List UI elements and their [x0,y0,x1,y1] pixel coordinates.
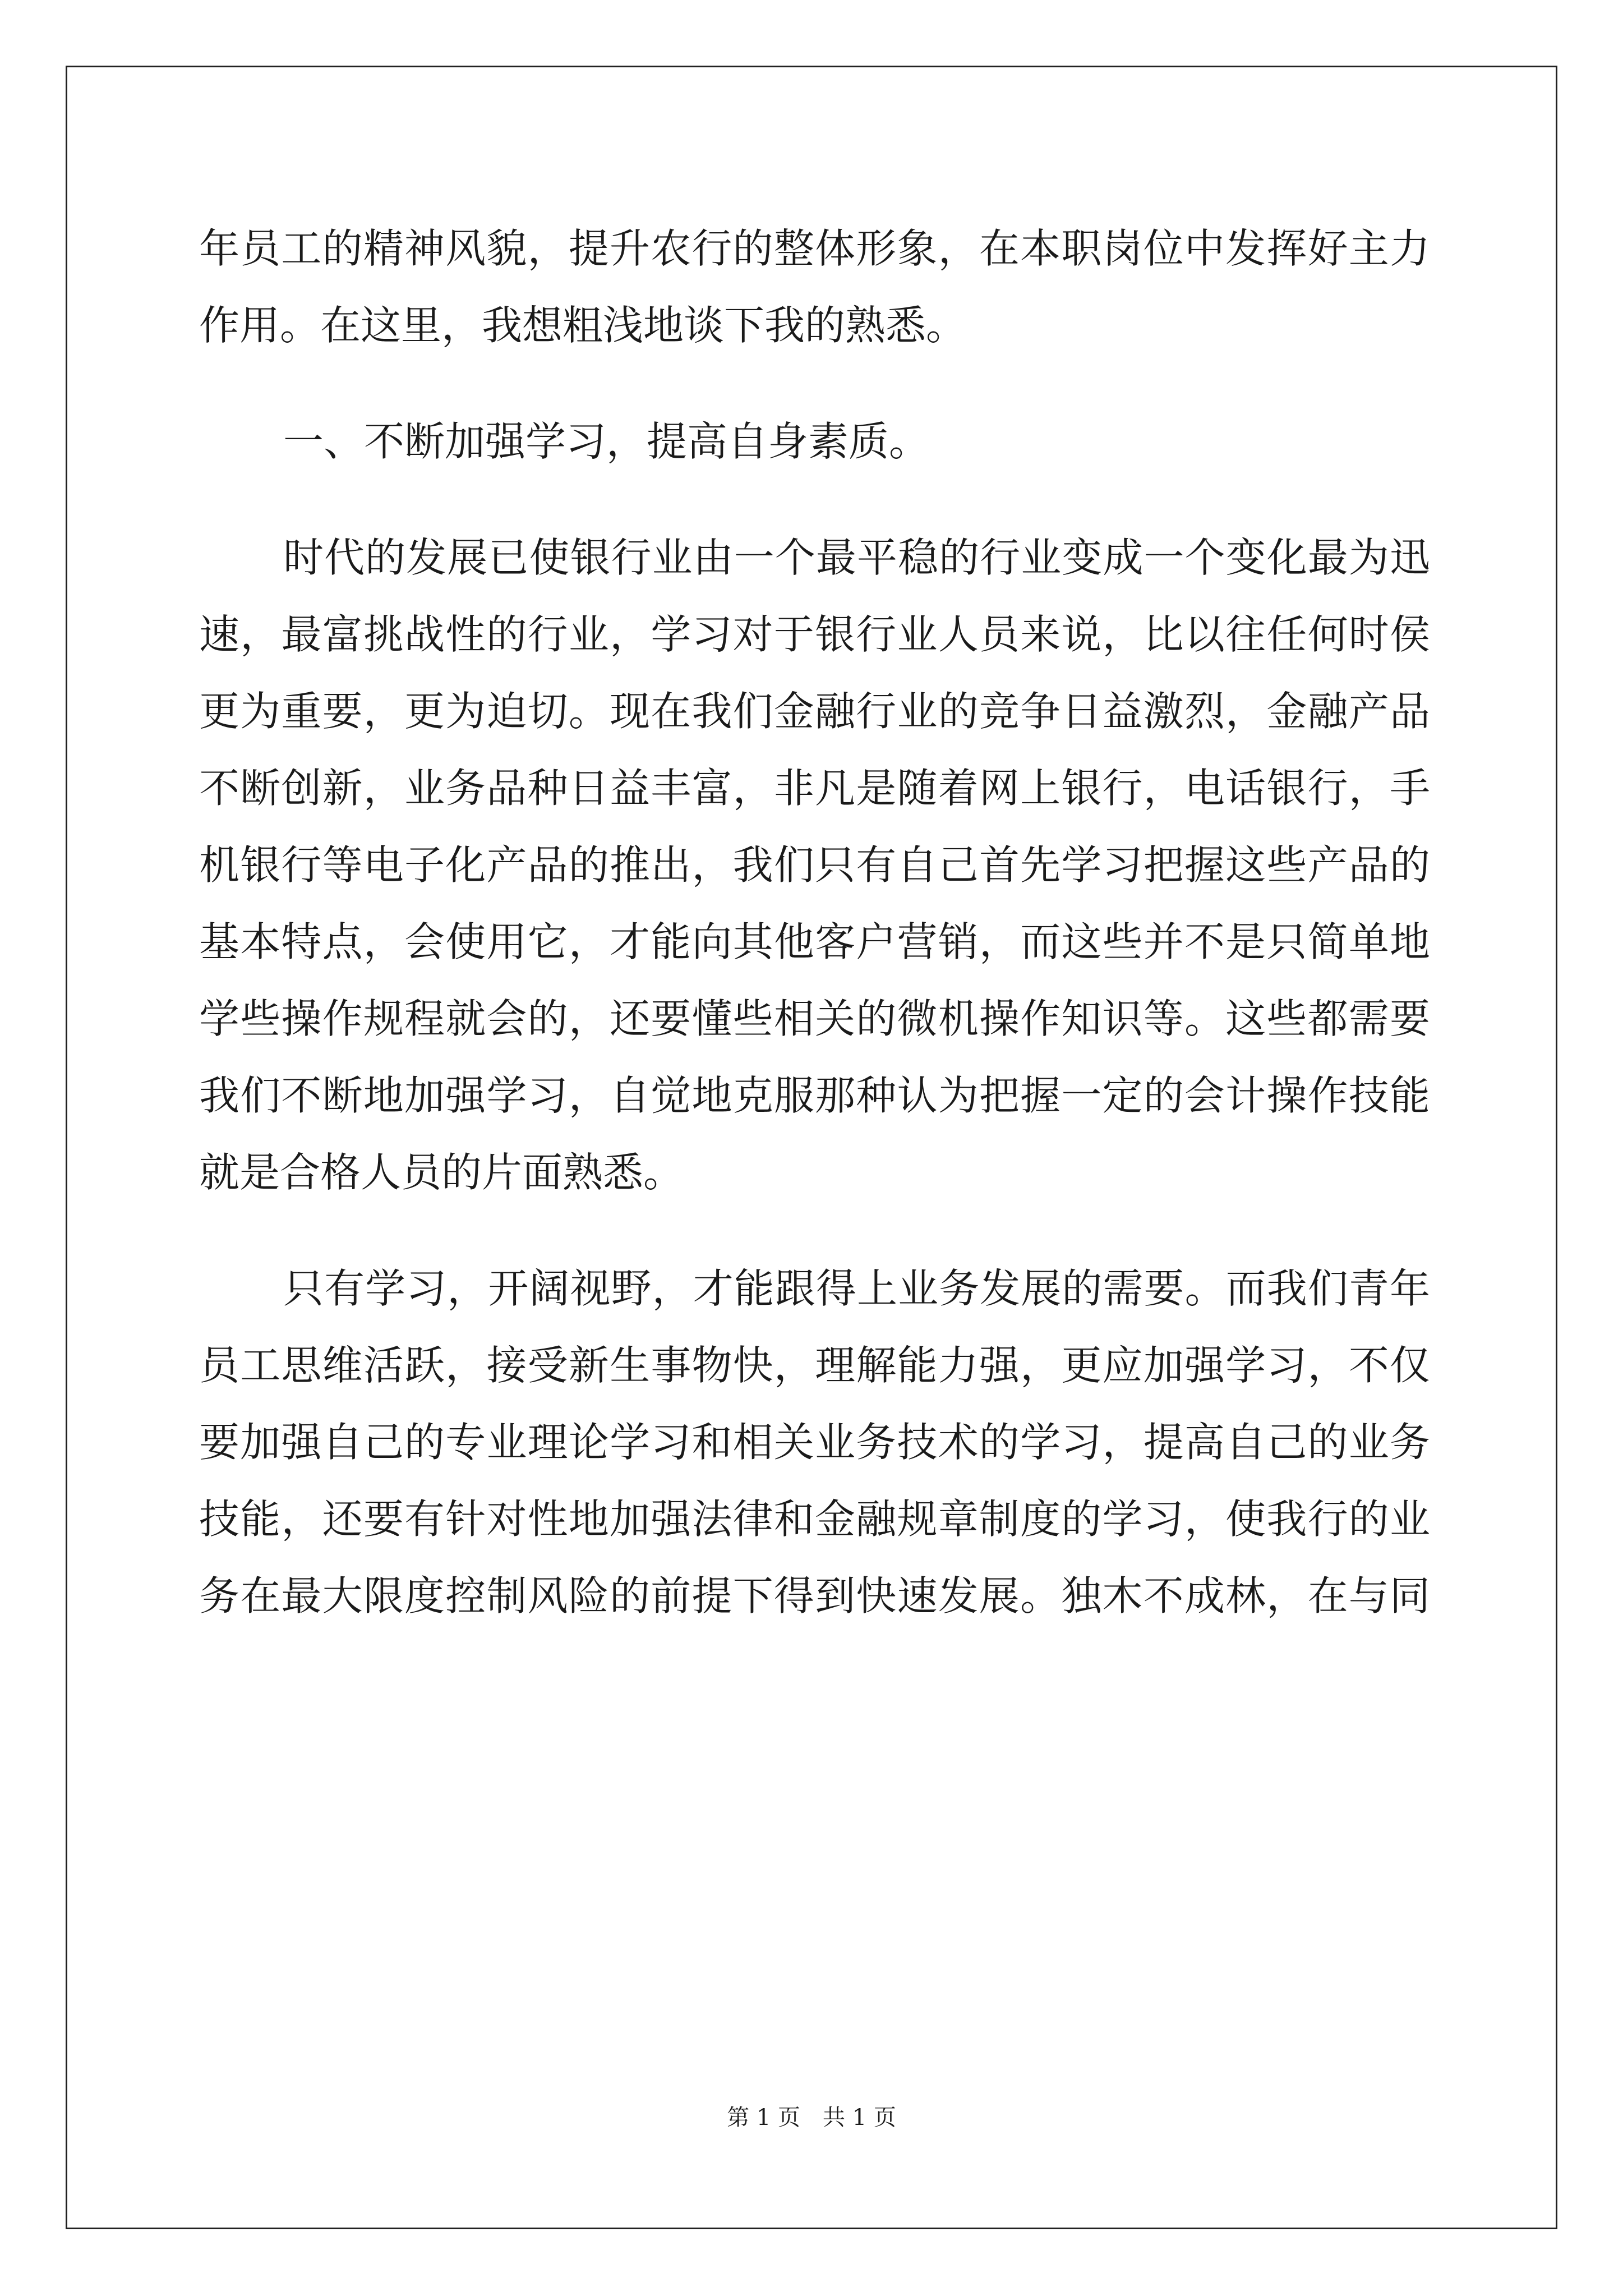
text-line: 务在最大限度控制风险的前提下得到快速发展。独木不成林，在与同 [199,1572,1430,1619]
text-line: 员工思维活跃，接受新生事物快，理解能力强，更应加强学习，不仅 [199,1342,1430,1389]
text-line: 就是合格人员的片面熟悉。 [199,1149,684,1196]
text-line: 一、不断加强学习，提高自身素质。 [283,418,930,465]
text-line: 速，最富挑战性的行业，学习对于银行业人员来说，比以往任何时侯 [199,611,1430,658]
text-line: 年员工的精神风貌，提升农行的整体形象，在本职岗位中发挥好主力 [199,225,1430,272]
document-body [199,210,1430,1635]
text-line: 作用。在这里，我想粗浅地谈下我的熟悉。 [199,302,967,349]
section-heading [199,403,1430,480]
text-line: 不断创新，业务品种日益丰富，非凡是随着网上银行，电话银行，手 [199,765,1430,812]
page-number-footer: 第 1 页 共 1 页 [727,2105,896,2131]
paragraph [199,1250,1430,1635]
text-line: 我们不断地加强学习，自觉地克服那种认为把握一定的会计操作技能 [199,1072,1430,1119]
text-line: 机银行等电子化产品的推出，我们只有自己首先学习把握这些产品的 [199,841,1430,889]
text-line: 时代的发展已使银行业由一个最平稳的行业变成一个变化最为迅 [283,534,1430,581]
text-line: 更为重要，更为迫切。现在我们金融行业的竞争日益激烈，金融产品 [199,688,1430,735]
text-line: 基本特点，会使用它，才能向其他客户营销，而这些并不是只简单地 [199,918,1430,965]
text-line: 要加强自己的专业理论学习和相关业务技术的学习，提高自己的业务 [199,1419,1430,1466]
paragraph [199,210,1430,364]
text-line: 学些操作规程就会的，还要懂些相关的微机操作知识等。这些都需要 [199,995,1430,1042]
text-line: 只有学习，开阔视野，才能跟得上业务发展的需要。而我们青年 [283,1265,1430,1312]
paragraph [199,519,1430,1211]
text-line: 技能，还要有针对性地加强法律和金融规章制度的学习，使我行的业 [199,1496,1430,1543]
